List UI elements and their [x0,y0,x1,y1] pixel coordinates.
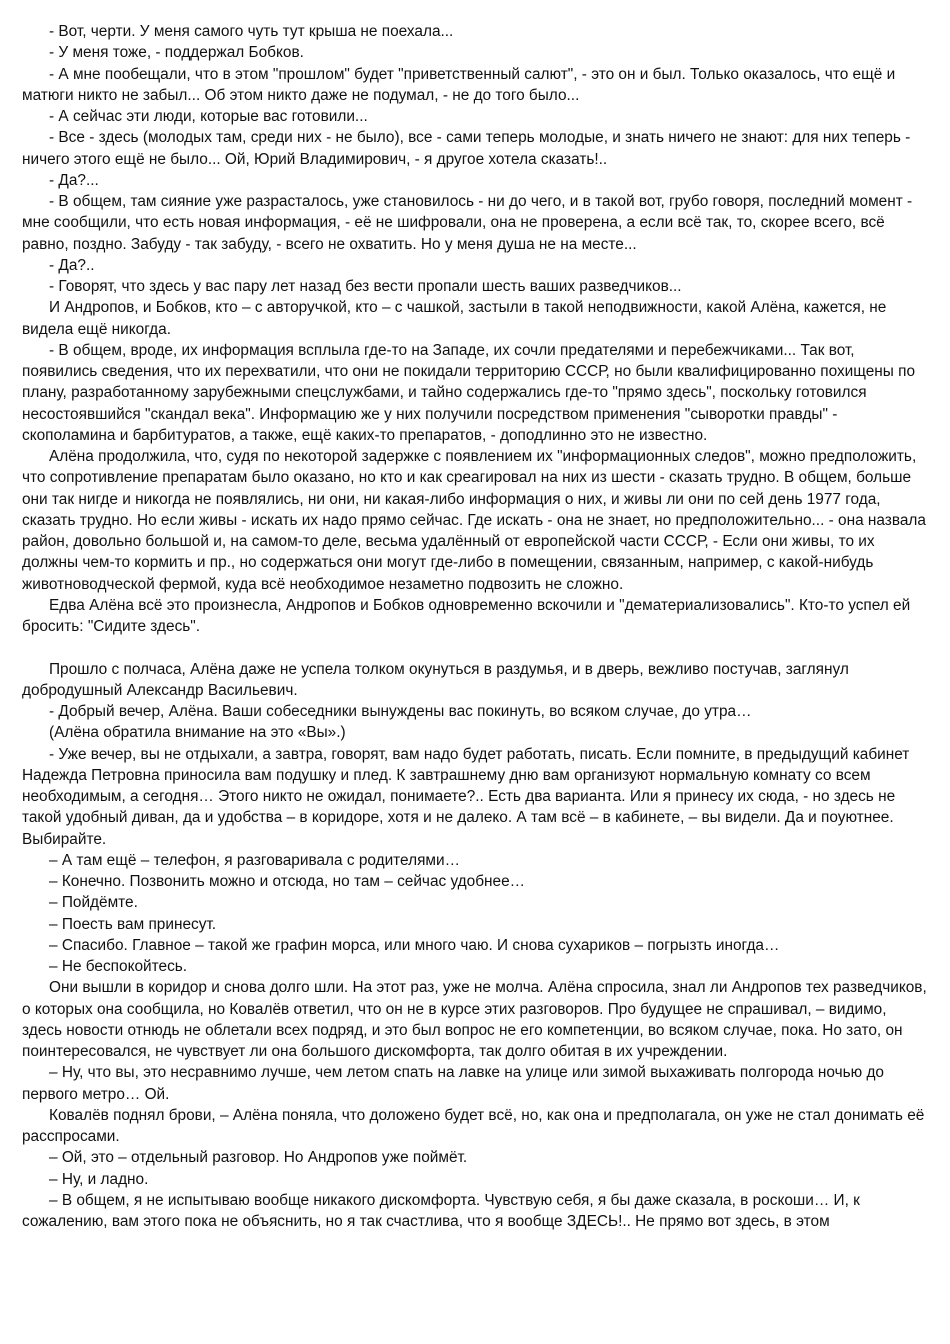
text-section-2 [22,659,928,1233]
paragraph: - Да?.. [49,256,95,274]
paragraph: - Говорят, что здесь у вас пару лет назад без вести пропали шесть ваших разведчиков... [49,278,682,295]
paragraph: – Спасибо. Главное – такой же графин морса, или много чаю. И снова сухариков – погрызть иногда… [49,936,780,954]
paragraph: - У меня тоже, - поддержал Бобков. [49,44,304,62]
paragraph: - Добрый вечер, Алёна. Ваши собеседники вынуждены вас покинуть, во всяком случае, до утра… [49,703,752,720]
paragraph: – Пойдёмте. [49,894,138,912]
text-section-1 [22,21,928,637]
paragraph: - А сейчас эти люди, которые вас готовили... [49,108,368,125]
paragraph: Прошло с полчаса, Алёна даже не успела толком окунуться в раздумья, и в дверь, вежливо постучав, заглянул добродушный Александр Васильевич. [22,660,849,699]
paragraph: Едва Алёна всё это произнесла, Андропов и Бобков одновременно вскочили и "дематериализовались". Кто-то успел ей бросить: "Сидите здесь". [22,596,911,635]
section-gap [22,637,928,658]
paragraph: - В общем, там сияние уже разрасталось, уже становилось - ни до чего, и в такой вот, грубо говоря, последний момент - мне сообщили, что есть новая информация, - её не шифровали, она не проверена, а если всё так, то, скорее всего, всё равно, поздно. Забуду - так забуду, - всего не охватить. Но у меня душа не на месте... [22,193,913,253]
paragraph: – Не беспокойтесь. [49,958,188,975]
paragraph: (Алёна обратила внимание на это «Вы».) [49,724,346,742]
paragraph: – Ой, это – отдельный разговор. Но Андропов уже поймёт. [49,1149,468,1167]
paragraph: Они вышли в коридор и снова долго шли. На этот раз, уже не молча. Алёна спросила, знал ли Андропов тех разведчиков, о которых она сообщила, но Ковалёв ответил, что он не в курсе этих разговоров. Про будущее не спрашивал, – видимо, здесь новости отнюдь не облетали всех подряд, и это был вопрос не его компетенции, во всяком случае, пока. Но зато, он поинтересовался, не чувствует ли она большого дискомфорта, так долго обитая в их учреждении. [22,979,927,1060]
paragraph: – А там ещё – телефон, я разговаривала с родителями… [49,851,460,869]
paragraph: - А мне пообещали, что в этом "прошлом" будет "приветственный салют", - это он и был. Только оказалось, что ещё и матюги никто не забыл... Об этом никто даже не подумал, - не до того было... [22,65,896,104]
paragraph: Алёна продолжила, что, судя по некоторой задержке с появлением их "информационных следов", можно предположить, что сопротивление препаратам было оказано, но кто и как среагировал на них из шести - сказать трудно. В общем, больше они так нигде и никогда не появлялись, ни они, ни какая-либо информация о них, и живы ли они по сей день 1977 года, сказать трудно. Но если живы - искать их надо прямо сейчас. Где искать - она не знает, но предположительно... - она назвала район, довольно большой и, на самом-то деле, весьма удалённый от европейской части СССР, - Если они живы, то их должны чем-то кормить и пр., но содержаться они могут где-либо в помещении, связанным, например, с какой-нибудь животноводческой фермой, куда всё необходимое незаметно подвозить не сложно. [22,448,926,593]
paragraph: – Поесть вам принесут. [49,915,217,933]
paragraph: - Все - здесь (молодых там, среди них - не было), все - сами теперь молодые, и знать ничего не знают: для них теперь - ничего этого ещё не было... Ой, Юрий Владимирович, - я другое хотела сказать!.. [22,129,911,168]
paragraph: - Да?... [49,171,99,189]
paragraph: – В общем, я не испытываю вообще никакого дискомфорта. Чувствую себя, я бы даже сказала, в роскоши… И, к сожалению, вам этого пока не объяснить, но я так счастлива, что я вообще ЗДЕСЬ!.. Не прямо вот здесь, в этом [22,1191,860,1230]
paragraph: – Ну, что вы, это несравнимо лучше, чем летом спать на лавке на улице или зимой выхаживать полгорода ночью до первого метро… Ой. [22,1064,884,1103]
paragraph: – Конечно. Позвонить можно и отсюда, но там – сейчас удобнее… [49,873,526,890]
paragraph: Ковалёв поднял брови, – Алёна поняла, что доложено будет всё, но, как она и предполагала, он уже не стал донимать её расспросами. [22,1106,925,1145]
paragraph: – Ну, и ладно. [49,1170,149,1188]
paragraph: - В общем, вроде, их информация всплыла где-то на Западе, их сочли предателями и перебежчиками... Так вот, появились сведения, что их перехватили, что они не покидали территорию СССР, но были квалифицированно похищены по плану, разработанному зарубежными спецслужбами, и тайно содержались где-то "прямо здесь", поскольку готовился несостоявшийся "скандал века". Информацию же у них получили посредством применения "сыворотки правды" - скополамина и барбитуратов, а также, ещё каких-то препаратов, - доподлинно это не известно. [22,341,916,444]
paragraph: И Андропов, и Бобков, кто – с авторучкой, кто – с чашкой, застыли в такой неподвижности, какой Алёна, кажется, не видела ещё никогда. [22,299,887,338]
paragraph: - Вот, черти. У меня самого чуть тут крыша не поехала... [49,23,454,40]
paragraph: - Уже вечер, вы не отдыхали, а завтра, говорят, вам надо будет работать, писать. Если помните, в предыдущий кабинет Надежда Петровна приносила вам подушку и плед. К завтрашнему дню вам организуют нормальную комнату со всем необходимым, а сегодня… Этого никто не ожидал, понимаете?.. Есть два варианта. Или я принесу их сюда, - но здесь не такой удобный диван, да и удобства – в коридоре, хотя и не далеко. А там всё – в кабинете, – вы видели. Да и поуютнее. Выбирайте. [22,745,910,848]
